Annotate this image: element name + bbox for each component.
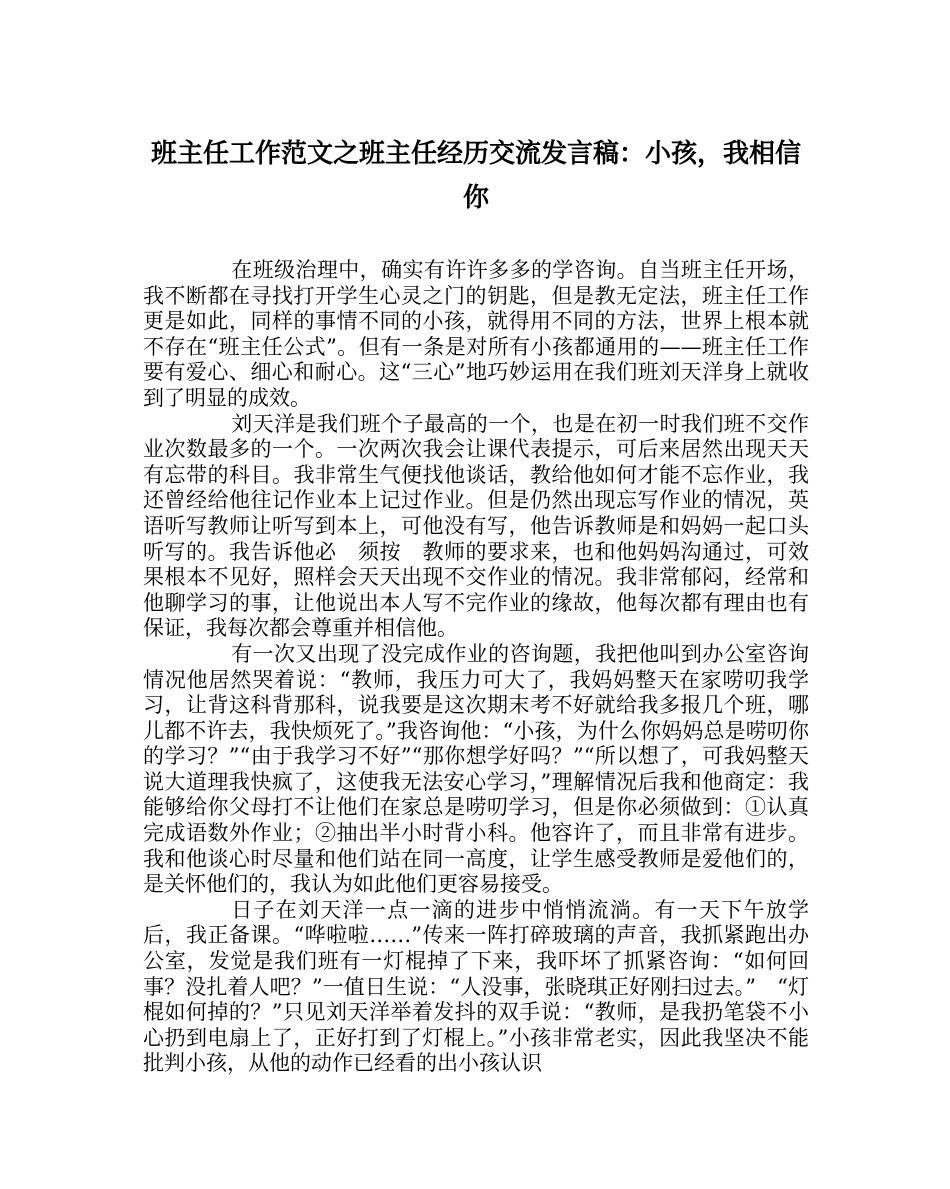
document-body bbox=[143, 258, 809, 1077]
paragraph-4: 日子在刘天洋一点一滴的进步中悄悄流淌。有一天下午放学后，我正备课。“哗啦啦……”传来一阵打碎玻璃的声音，我抓紧跑出办公室，发觉是我们班有一灯棍掉了下来，我吓坏了抓紧咨询：“如何回事？没扎着人吧？”一值日生说：“人没事，张晓琪正好刚扫过去。” “灯棍如何掉的？”只见刘天洋举着发抖的双手说：“教师，是我扔笔袋不小心扔到电扇上了，正好打到了灯棍上。”小孩非常老实，因此我坚决不能批判小孩，从他的动作已经看的出小孩认识 bbox=[143, 897, 809, 1076]
paragraph-1: 在班级治理中，确实有许许多多的学咨询。自当班主任开场，我不断都在寻找打开学生心灵之门的钥匙，但是教无定法，班主任工作更是如此，同样的事情不同的小孩，就得用不同的方法，世界上根本就不存在“班主任公式”。但有一条是对所有小孩都通用的——班主任工作要有爱心、细心和耐心。这“三心”地巧妙运用在我们班刘天洋身上就收到了明显的成效。 bbox=[143, 258, 809, 410]
paragraph-3: 有一次又出现了没完成作业的咨询题，我把他叫到办公室咨询情况他居然哭着说：“教师，我压力可大了，我妈妈整天在家唠叨我学习，让背这科背那科，说我要是这次期末考不好就给我多报几个班，哪儿都不许去，我快烦死了。”我咨询他：“小孩，为什么你妈妈总是唠叨你的学习？”“由于我学习不好”“那你想学好吗？”“所以想了，可我妈整天说大道理我快疯了，这使我无法安心学习，”理解情况后我和他商定：我能够给你父母打不让他们在家总是唠叨学习，但是你必须做到：①认真完成语数外作业；②抽出半小时背小科。他容许了，而且非常有进步。我和他谈心时尽量和他们站在同一高度，让学生感受教师是爱他们的，是关怀他们的，我认为如此他们更容易接受。 bbox=[143, 641, 809, 897]
document-title: 班主任工作范文之班主任经历交流发言稿：小孩，我相信你 bbox=[150, 139, 801, 213]
paragraph-2: 刘天洋是我们班个子最高的一个，也是在初一时我们班不交作业次数最多的一个。一次两次我会让课代表提示，可后来居然出现天天有忘带的科目。我非常生气便找他谈话，教给他如何才能不忘作业，我还曾经给他往记作业本上记过作业。但是仍然出现忘写作业的情况，英语听写教师让听写到本上，可他没有写，他告诉教师是和妈妈一起口头听写的。我告诉他必 须按 教师的要求来，也和他妈妈沟通过，可效果根本不见好，照样会天天出现不交作业的情况。我非常郁闷，经常和他聊学习的事，让他说出本人写不完作业的缘故，他每次都有理由也有保证，我每次都会尊重并相信他。 bbox=[143, 411, 809, 641]
